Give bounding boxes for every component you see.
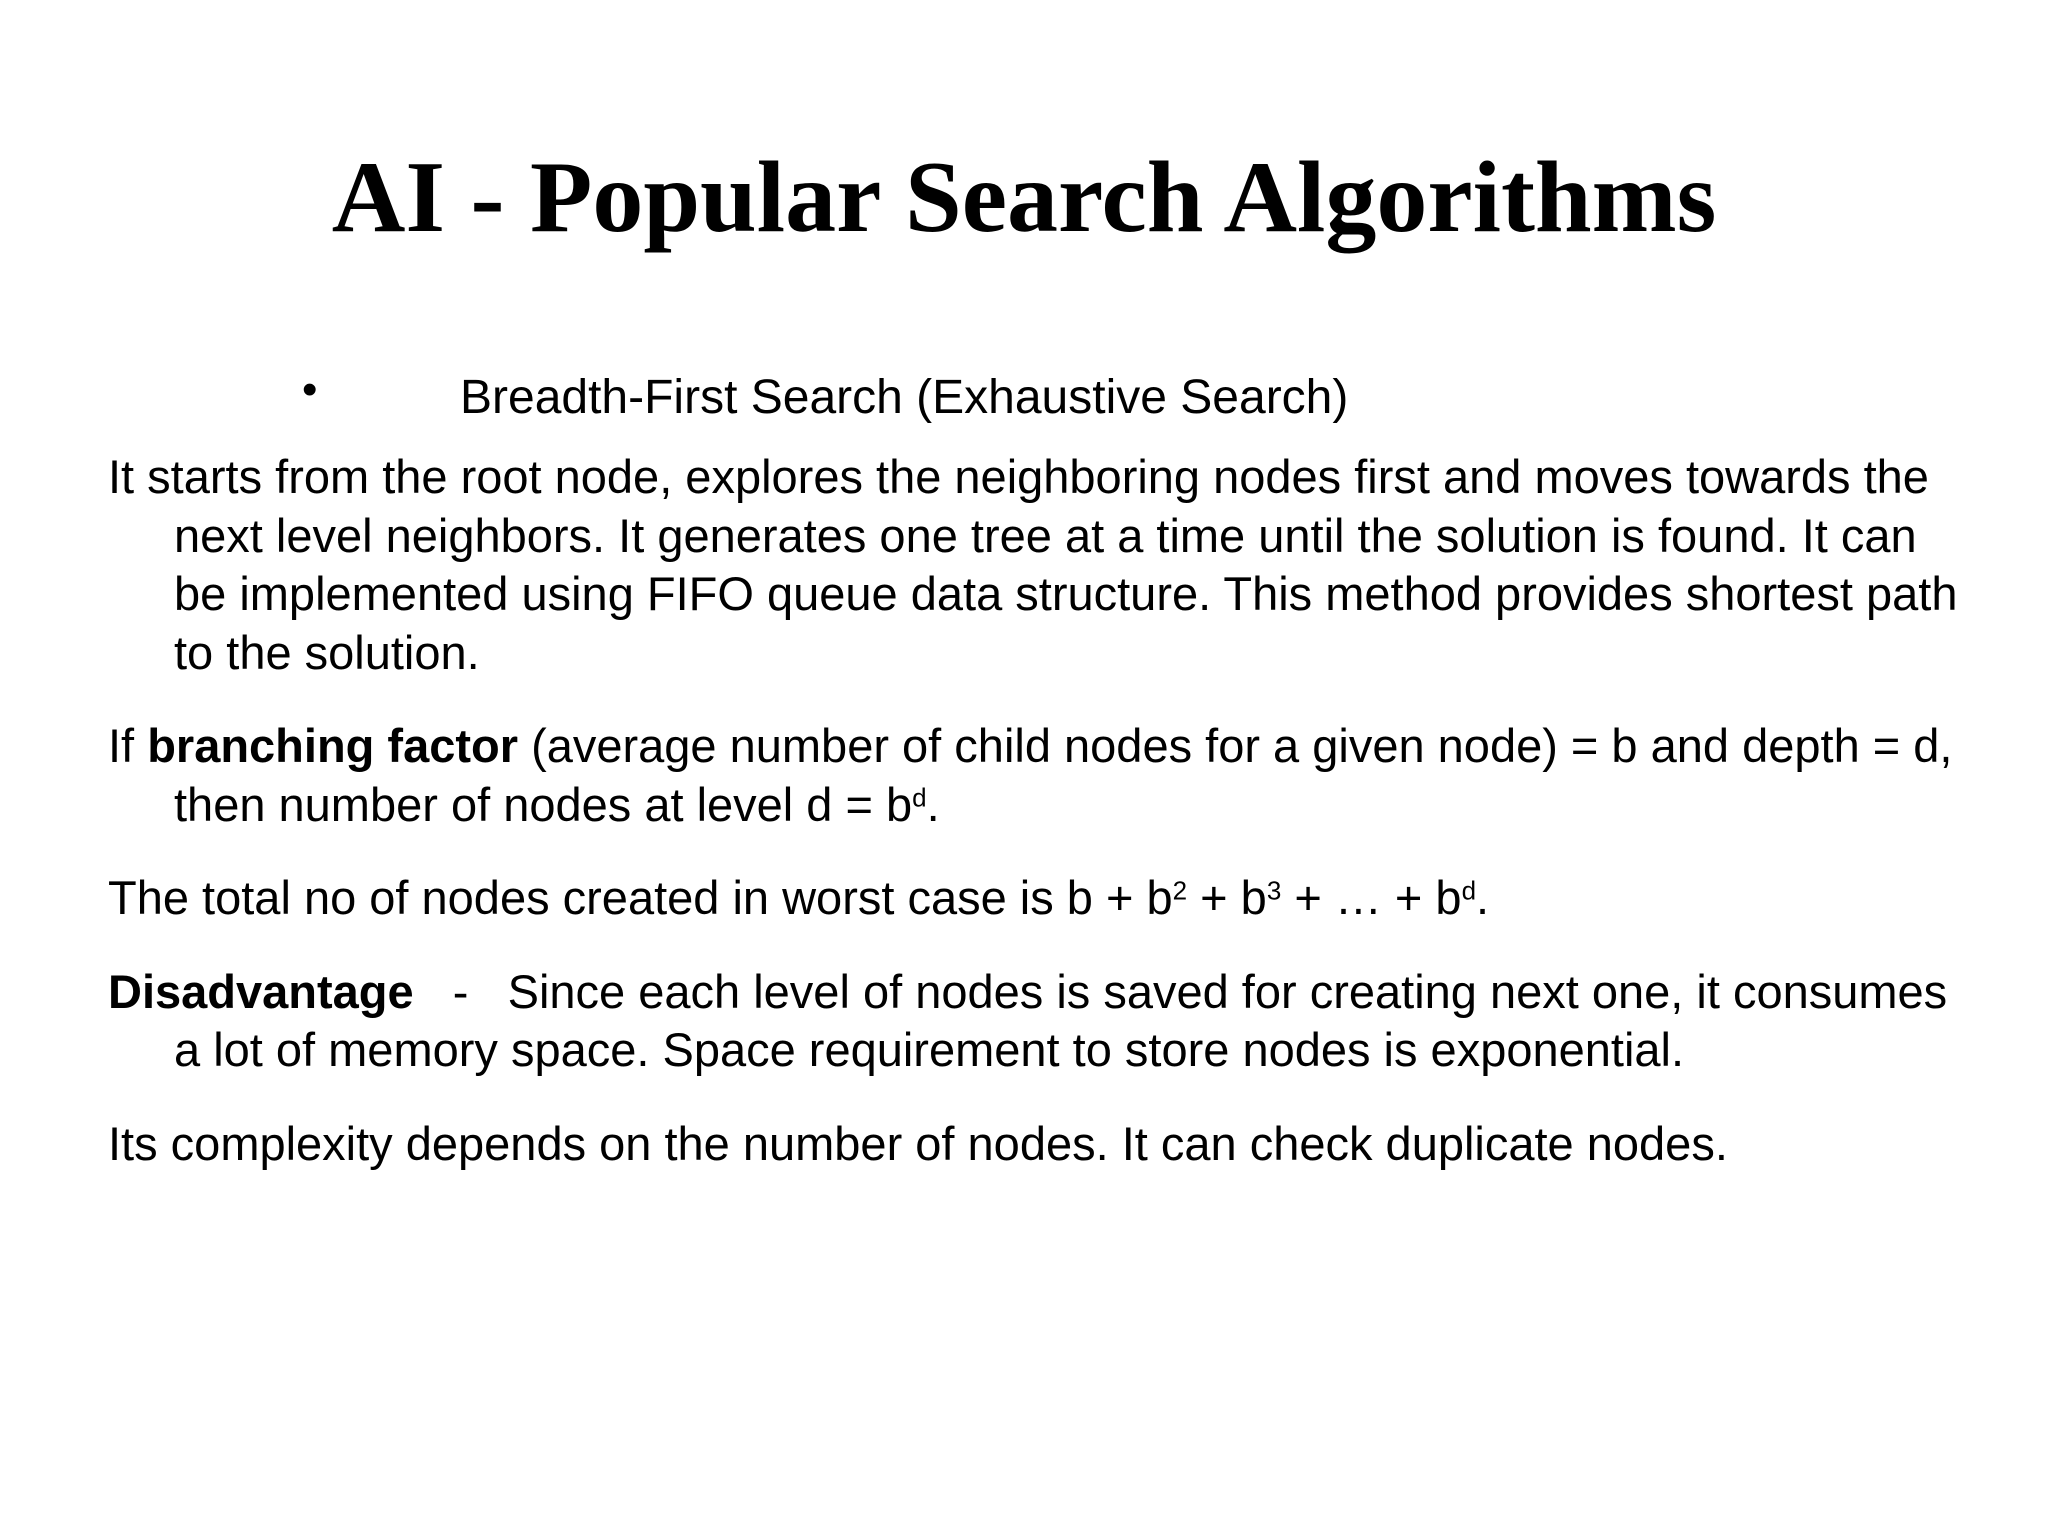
text: The total no of nodes created in worst case is b + b [108,871,1173,924]
paragraph-branching-factor [108,717,1968,834]
bullet-text: Breadth-First Search (Exhaustive Search) [460,371,1349,424]
superscript: 3 [1266,875,1282,906]
paragraph-description: It starts from the root node, explores the neighboring nodes first and moves towards the next level neighbors. It generates one tree at a time until the solution is found. It can be implemented using FIFO queue data structure. This method provides shortest path to the solution. [108,450,1958,679]
text: If [108,719,148,772]
text: . [926,777,940,831]
text: Since each level of nodes is saved for creating next one, it consumes a lot of memory space. Space requirement to store nodes is exponential. [174,964,1948,1076]
superscript: d [912,782,927,813]
slide-body [108,448,1968,1208]
text: . [1476,871,1490,924]
separator: - [413,964,508,1018]
paragraph-complexity: Its complexity depends on the number of nodes. It can check duplicate nodes. [108,1116,1728,1170]
slide-title: AI - Popular Search Algorithms [331,141,1717,254]
bold-term: branching factor [147,719,519,772]
paragraph-disadvantage [108,963,1968,1080]
bullet-icon: • [302,365,318,414]
text: + b [1187,871,1267,924]
bold-term: Disadvantage [108,964,414,1018]
text: (average number of child nodes for a given node) = b and depth = d, then number of nodes at level d = b [174,719,1953,831]
text: + … + b [1281,871,1462,924]
paragraph-total-nodes [108,869,1968,928]
superscript: 2 [1172,875,1188,906]
superscript: d [1461,875,1477,906]
